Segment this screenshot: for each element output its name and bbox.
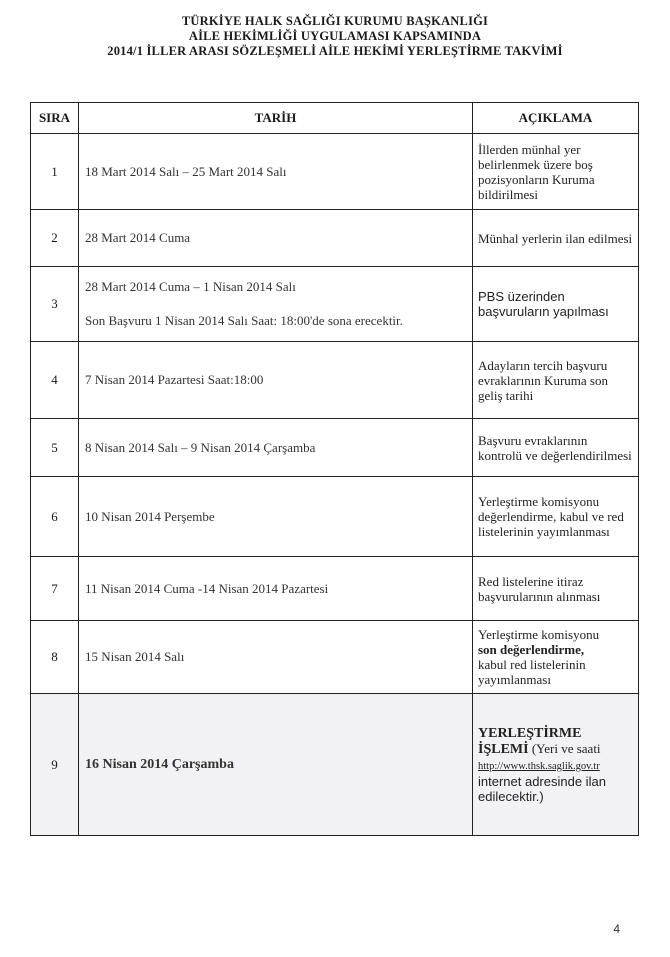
- table-header-row: [31, 103, 639, 134]
- row-date: 10 Nisan 2014 Perşembe: [79, 477, 473, 557]
- row-number: 9: [31, 694, 79, 836]
- row-description-emphasis: son değerlendirme,: [478, 642, 585, 657]
- table-row: [31, 557, 639, 621]
- page-number: 4: [613, 922, 620, 936]
- row-description: [473, 621, 639, 694]
- row-description: PBS üzerinden başvuruların yapılması: [473, 267, 639, 342]
- row-description-emphasis: YERLEŞTİRME İŞLEMİ: [478, 726, 582, 757]
- row-description: Red listelerine itiraz başvurularının alınması: [473, 557, 639, 621]
- row-date-note: Son Başvuru 1 Nisan 2014 Salı Saat: 18:00'de sona erecektir.: [85, 313, 403, 328]
- table-row: [31, 342, 639, 419]
- row-date-range: 28 Mart 2014 Cuma – 1 Nisan 2014 Salı: [85, 279, 296, 294]
- row-description: [473, 694, 639, 836]
- row-number: 1: [31, 134, 79, 210]
- row-number: 5: [31, 419, 79, 477]
- table-row: [31, 210, 639, 267]
- table-row: [31, 419, 639, 477]
- row-date: 7 Nisan 2014 Pazartesi Saat:18:00: [79, 342, 473, 419]
- row-number: 6: [31, 477, 79, 557]
- header-line-1: TÜRKİYE HALK SAĞLIĞI KURUMU BAŞKANLIĞI: [181, 14, 489, 28]
- row-description-text: internet adresinde ilan edilecektir.): [478, 774, 606, 804]
- row-description: Münhal yerlerin ilan edilmesi: [473, 210, 639, 267]
- table-row: [31, 621, 639, 694]
- row-number: 3: [31, 267, 79, 342]
- row-date: 11 Nisan 2014 Cuma -14 Nisan 2014 Pazartesi: [79, 557, 473, 621]
- document-header: [0, 14, 670, 59]
- site-link[interactable]: http://www.thsk.saglik.gov.tr: [478, 761, 600, 772]
- row-description-text: (Yeri ve saati: [531, 741, 601, 756]
- row-description: Yerleştirme komisyonu değerlendirme, kabul ve red listelerinin yayımlanması: [473, 477, 639, 557]
- table-row: [31, 477, 639, 557]
- row-number: 8: [31, 621, 79, 694]
- row-number: 4: [31, 342, 79, 419]
- row-description: Adayların tercih başvuru evraklarının Kuruma son geliş tarihi: [473, 342, 639, 419]
- row-description-text: kabul red listelerinin yayımlanması: [478, 657, 586, 687]
- schedule-table: [30, 102, 639, 836]
- row-date: 15 Nisan 2014 Salı: [79, 621, 473, 694]
- row-description: Başvuru evraklarının kontrolü ve değerlendirilmesi: [473, 419, 639, 477]
- table-row: [31, 267, 639, 342]
- row-date: 8 Nisan 2014 Salı – 9 Nisan 2014 Çarşamba: [79, 419, 473, 477]
- row-number: 7: [31, 557, 79, 621]
- table-row-highlighted: [31, 694, 639, 836]
- row-date: 28 Mart 2014 Cuma: [79, 210, 473, 267]
- row-description: İllerden münhal yer belirlenmek üzere boş pozisyonların Kuruma bildirilmesi: [473, 134, 639, 210]
- row-description-text: Yerleştirme komisyonu: [478, 627, 600, 642]
- row-date: 16 Nisan 2014 Çarşamba: [79, 694, 473, 836]
- row-date: [79, 267, 473, 342]
- header-line-2: AİLE HEKİMLİĞİ UYGULAMASI KAPSAMINDA: [188, 29, 482, 43]
- table-row: [31, 134, 639, 210]
- header-sira: SIRA: [31, 103, 79, 134]
- header-aciklama: AÇIKLAMA: [473, 103, 639, 134]
- header-line-3: 2014/1 İLLER ARASI SÖZLEŞMELİ AİLE HEKİMİ YERLEŞTİRME TAKVİMİ: [107, 44, 563, 58]
- row-number: 2: [31, 210, 79, 267]
- header-tarih: TARİH: [79, 103, 473, 134]
- row-date: 18 Mart 2014 Salı – 25 Mart 2014 Salı: [79, 134, 473, 210]
